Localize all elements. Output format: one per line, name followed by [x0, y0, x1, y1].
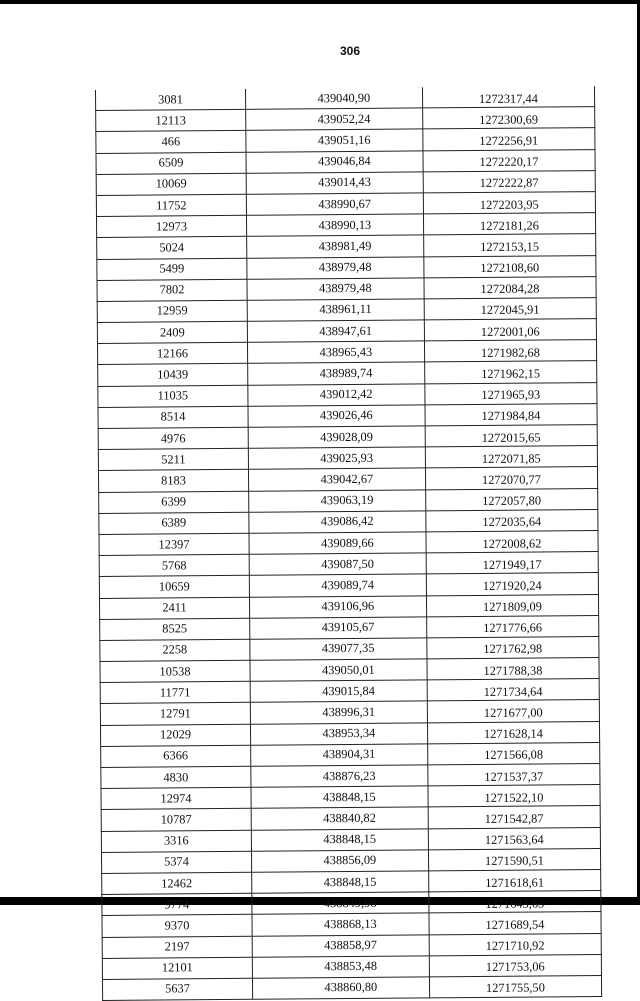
y-coordinate-cell: 1272015,65: [425, 425, 597, 448]
x-coordinate-cell: 438860,80: [252, 977, 429, 1000]
y-coordinate-cell: 1272153,15: [423, 234, 595, 257]
y-coordinate-cell: 1272181,26: [423, 213, 595, 236]
x-coordinate-cell: 438953,34: [250, 723, 427, 746]
y-coordinate-cell: 1271984,84: [425, 403, 597, 426]
y-coordinate-cell: 1271949,17: [426, 552, 598, 575]
x-coordinate-cell: 438876,23: [251, 765, 428, 788]
point-id-cell: 5637: [102, 978, 252, 1000]
point-id-cell: 10538: [100, 660, 250, 682]
y-coordinate-cell: 1271965,93: [425, 382, 597, 405]
point-id-cell: 6399: [99, 491, 249, 513]
y-coordinate-cell: 1272071,85: [425, 446, 597, 469]
x-coordinate-cell: 439015,84: [250, 680, 427, 703]
point-id-cell: 466: [96, 131, 246, 153]
x-coordinate-cell: 438990,13: [246, 214, 423, 237]
y-coordinate-cell: 1272057,80: [425, 488, 597, 511]
point-id-cell: 4830: [101, 766, 251, 788]
point-id-cell: 10787: [101, 809, 251, 831]
y-coordinate-cell: 1271753,06: [429, 954, 601, 977]
y-coordinate-cell: 1271962,15: [424, 361, 596, 384]
point-id-cell: 12029: [100, 724, 250, 746]
x-coordinate-cell: 438856,09: [251, 850, 428, 873]
y-coordinate-cell: 1272084,28: [424, 276, 596, 299]
point-id-cell: 5768: [99, 554, 249, 576]
y-coordinate-cell: 1271618,61: [428, 869, 600, 892]
x-coordinate-cell: 439028,09: [248, 426, 425, 449]
y-coordinate-cell: 1271542,87: [428, 806, 600, 829]
y-coordinate-cell: 1271643,65: [429, 891, 601, 914]
point-id-cell: 5374: [101, 851, 251, 873]
y-coordinate-cell: 1272045,91: [424, 297, 596, 320]
x-coordinate-cell: 439089,74: [249, 574, 426, 597]
point-id-cell: 8514: [98, 406, 248, 428]
y-coordinate-cell: 1271677,00: [427, 700, 599, 723]
point-id-cell: 5499: [97, 258, 247, 280]
table-row: [102, 975, 601, 1000]
x-coordinate-cell: 439063,19: [249, 489, 426, 512]
y-coordinate-cell: 1272001,06: [424, 319, 596, 342]
point-id-cell: 2411: [99, 597, 249, 619]
y-coordinate-cell: 1272203,95: [423, 192, 595, 215]
y-coordinate-cell: 1272300,69: [422, 107, 594, 130]
point-id-cell: 12974: [101, 787, 251, 809]
point-id-cell: 3316: [101, 830, 251, 852]
point-id-cell: 8183: [98, 470, 248, 492]
point-id-cell: 2197: [102, 936, 252, 958]
x-coordinate-cell: 438996,31: [250, 701, 427, 724]
x-coordinate-cell: 438848,15: [251, 828, 428, 851]
point-id-cell: 6509: [96, 152, 246, 174]
x-coordinate-cell: 438990,67: [246, 193, 423, 216]
x-coordinate-cell: 439089,66: [249, 532, 426, 555]
y-coordinate-cell: 1272317,44: [422, 86, 594, 108]
x-coordinate-cell: 438849,98: [252, 892, 429, 915]
y-coordinate-cell: 1271522,10: [428, 785, 600, 808]
y-coordinate-cell: 1272008,62: [426, 531, 598, 554]
x-coordinate-cell: 439026,46: [248, 405, 425, 428]
point-id-cell: 12113: [96, 110, 246, 132]
x-coordinate-cell: 439014,43: [246, 172, 423, 195]
point-id-cell: 11771: [100, 682, 250, 704]
point-id-cell: 8525: [100, 618, 250, 640]
point-id-cell: 6389: [99, 512, 249, 534]
point-id-cell: 4976: [98, 427, 248, 449]
point-id-cell: 12959: [97, 300, 247, 322]
y-coordinate-cell: 1271566,08: [427, 742, 599, 765]
point-id-cell: 12101: [102, 957, 252, 979]
point-id-cell: 11752: [96, 194, 246, 216]
x-coordinate-cell: 438979,48: [247, 256, 424, 279]
x-coordinate-cell: 439051,16: [246, 129, 423, 152]
y-coordinate-cell: 1271689,54: [429, 912, 601, 935]
y-coordinate-cell: 1271755,50: [429, 975, 601, 998]
x-coordinate-cell: 438961,11: [247, 299, 424, 322]
y-coordinate-cell: 1271788,38: [427, 658, 599, 681]
x-coordinate-cell: 439106,96: [249, 595, 426, 618]
x-coordinate-cell: 439052,24: [246, 108, 423, 131]
point-id-cell: 2409: [97, 321, 247, 343]
y-coordinate-cell: 1272222,87: [423, 170, 595, 193]
x-coordinate-cell: 438979,48: [247, 278, 424, 301]
x-coordinate-cell: 439077,35: [250, 638, 427, 661]
y-coordinate-cell: 1272070,77: [425, 467, 597, 490]
point-id-cell: 7802: [97, 279, 247, 301]
x-coordinate-cell: 439012,42: [248, 384, 425, 407]
y-coordinate-cell: 1271590,51: [428, 848, 600, 871]
point-id-cell: 12791: [100, 703, 250, 725]
x-coordinate-cell: 438848,15: [252, 871, 429, 894]
x-coordinate-cell: 439086,42: [249, 511, 426, 534]
point-id-cell: 12462: [102, 872, 252, 894]
x-coordinate-cell: 439040,90: [245, 87, 422, 109]
point-id-cell: 6366: [101, 745, 251, 767]
coordinates-table: [95, 86, 602, 1001]
y-coordinate-cell: 1272108,60: [424, 255, 596, 278]
page-number: 306: [339, 44, 361, 58]
y-coordinate-cell: 1271537,37: [428, 764, 600, 787]
scan-edge-top: [0, 0, 640, 4]
point-id-cell: 12166: [97, 343, 247, 365]
point-id-cell: 9774: [102, 893, 252, 915]
x-coordinate-cell: 439087,50: [249, 553, 426, 576]
x-coordinate-cell: 439046,84: [246, 150, 423, 173]
y-coordinate-cell: 1271762,98: [427, 636, 599, 659]
point-id-cell: 3081: [95, 89, 245, 111]
point-id-cell: 5024: [97, 237, 247, 259]
y-coordinate-cell: 1272035,64: [426, 509, 598, 532]
x-coordinate-cell: 438853,48: [252, 956, 429, 979]
x-coordinate-cell: 438989,74: [248, 362, 425, 385]
y-coordinate-cell: 1271563,64: [428, 827, 600, 850]
x-coordinate-cell: 439050,01: [250, 659, 427, 682]
point-id-cell: 12397: [99, 533, 249, 555]
x-coordinate-cell: 439025,93: [248, 447, 425, 470]
x-coordinate-cell: 438858,97: [252, 934, 429, 957]
y-coordinate-cell: 1272256,91: [423, 128, 595, 151]
x-coordinate-cell: 439042,67: [248, 468, 425, 491]
y-coordinate-cell: 1271920,24: [426, 573, 598, 596]
x-coordinate-cell: 438904,31: [251, 744, 428, 767]
x-coordinate-cell: 438840,82: [251, 807, 428, 830]
y-coordinate-cell: 1271734,64: [427, 679, 599, 702]
point-id-cell: 9370: [102, 915, 252, 937]
y-coordinate-cell: 1272220,17: [423, 149, 595, 172]
x-coordinate-cell: 438848,15: [251, 786, 428, 809]
point-id-cell: 5211: [98, 448, 248, 470]
point-id-cell: 12973: [96, 215, 246, 237]
x-coordinate-cell: 438868,13: [252, 913, 429, 936]
x-coordinate-cell: 438965,43: [247, 341, 424, 364]
point-id-cell: 2258: [100, 639, 250, 661]
point-id-cell: 10439: [98, 364, 248, 386]
y-coordinate-cell: 1271982,68: [424, 340, 596, 363]
y-coordinate-cell: 1271710,92: [429, 933, 601, 956]
y-coordinate-cell: 1271628,14: [427, 721, 599, 744]
y-coordinate-cell: 1271809,09: [426, 594, 598, 617]
point-id-cell: 10069: [96, 173, 246, 195]
x-coordinate-cell: 438981,49: [247, 235, 424, 258]
point-id-cell: 11035: [98, 385, 248, 407]
y-coordinate-cell: 1271776,66: [426, 615, 598, 638]
x-coordinate-cell: 438947,61: [247, 320, 424, 343]
point-id-cell: 10659: [99, 576, 249, 598]
x-coordinate-cell: 439105,67: [250, 617, 427, 640]
